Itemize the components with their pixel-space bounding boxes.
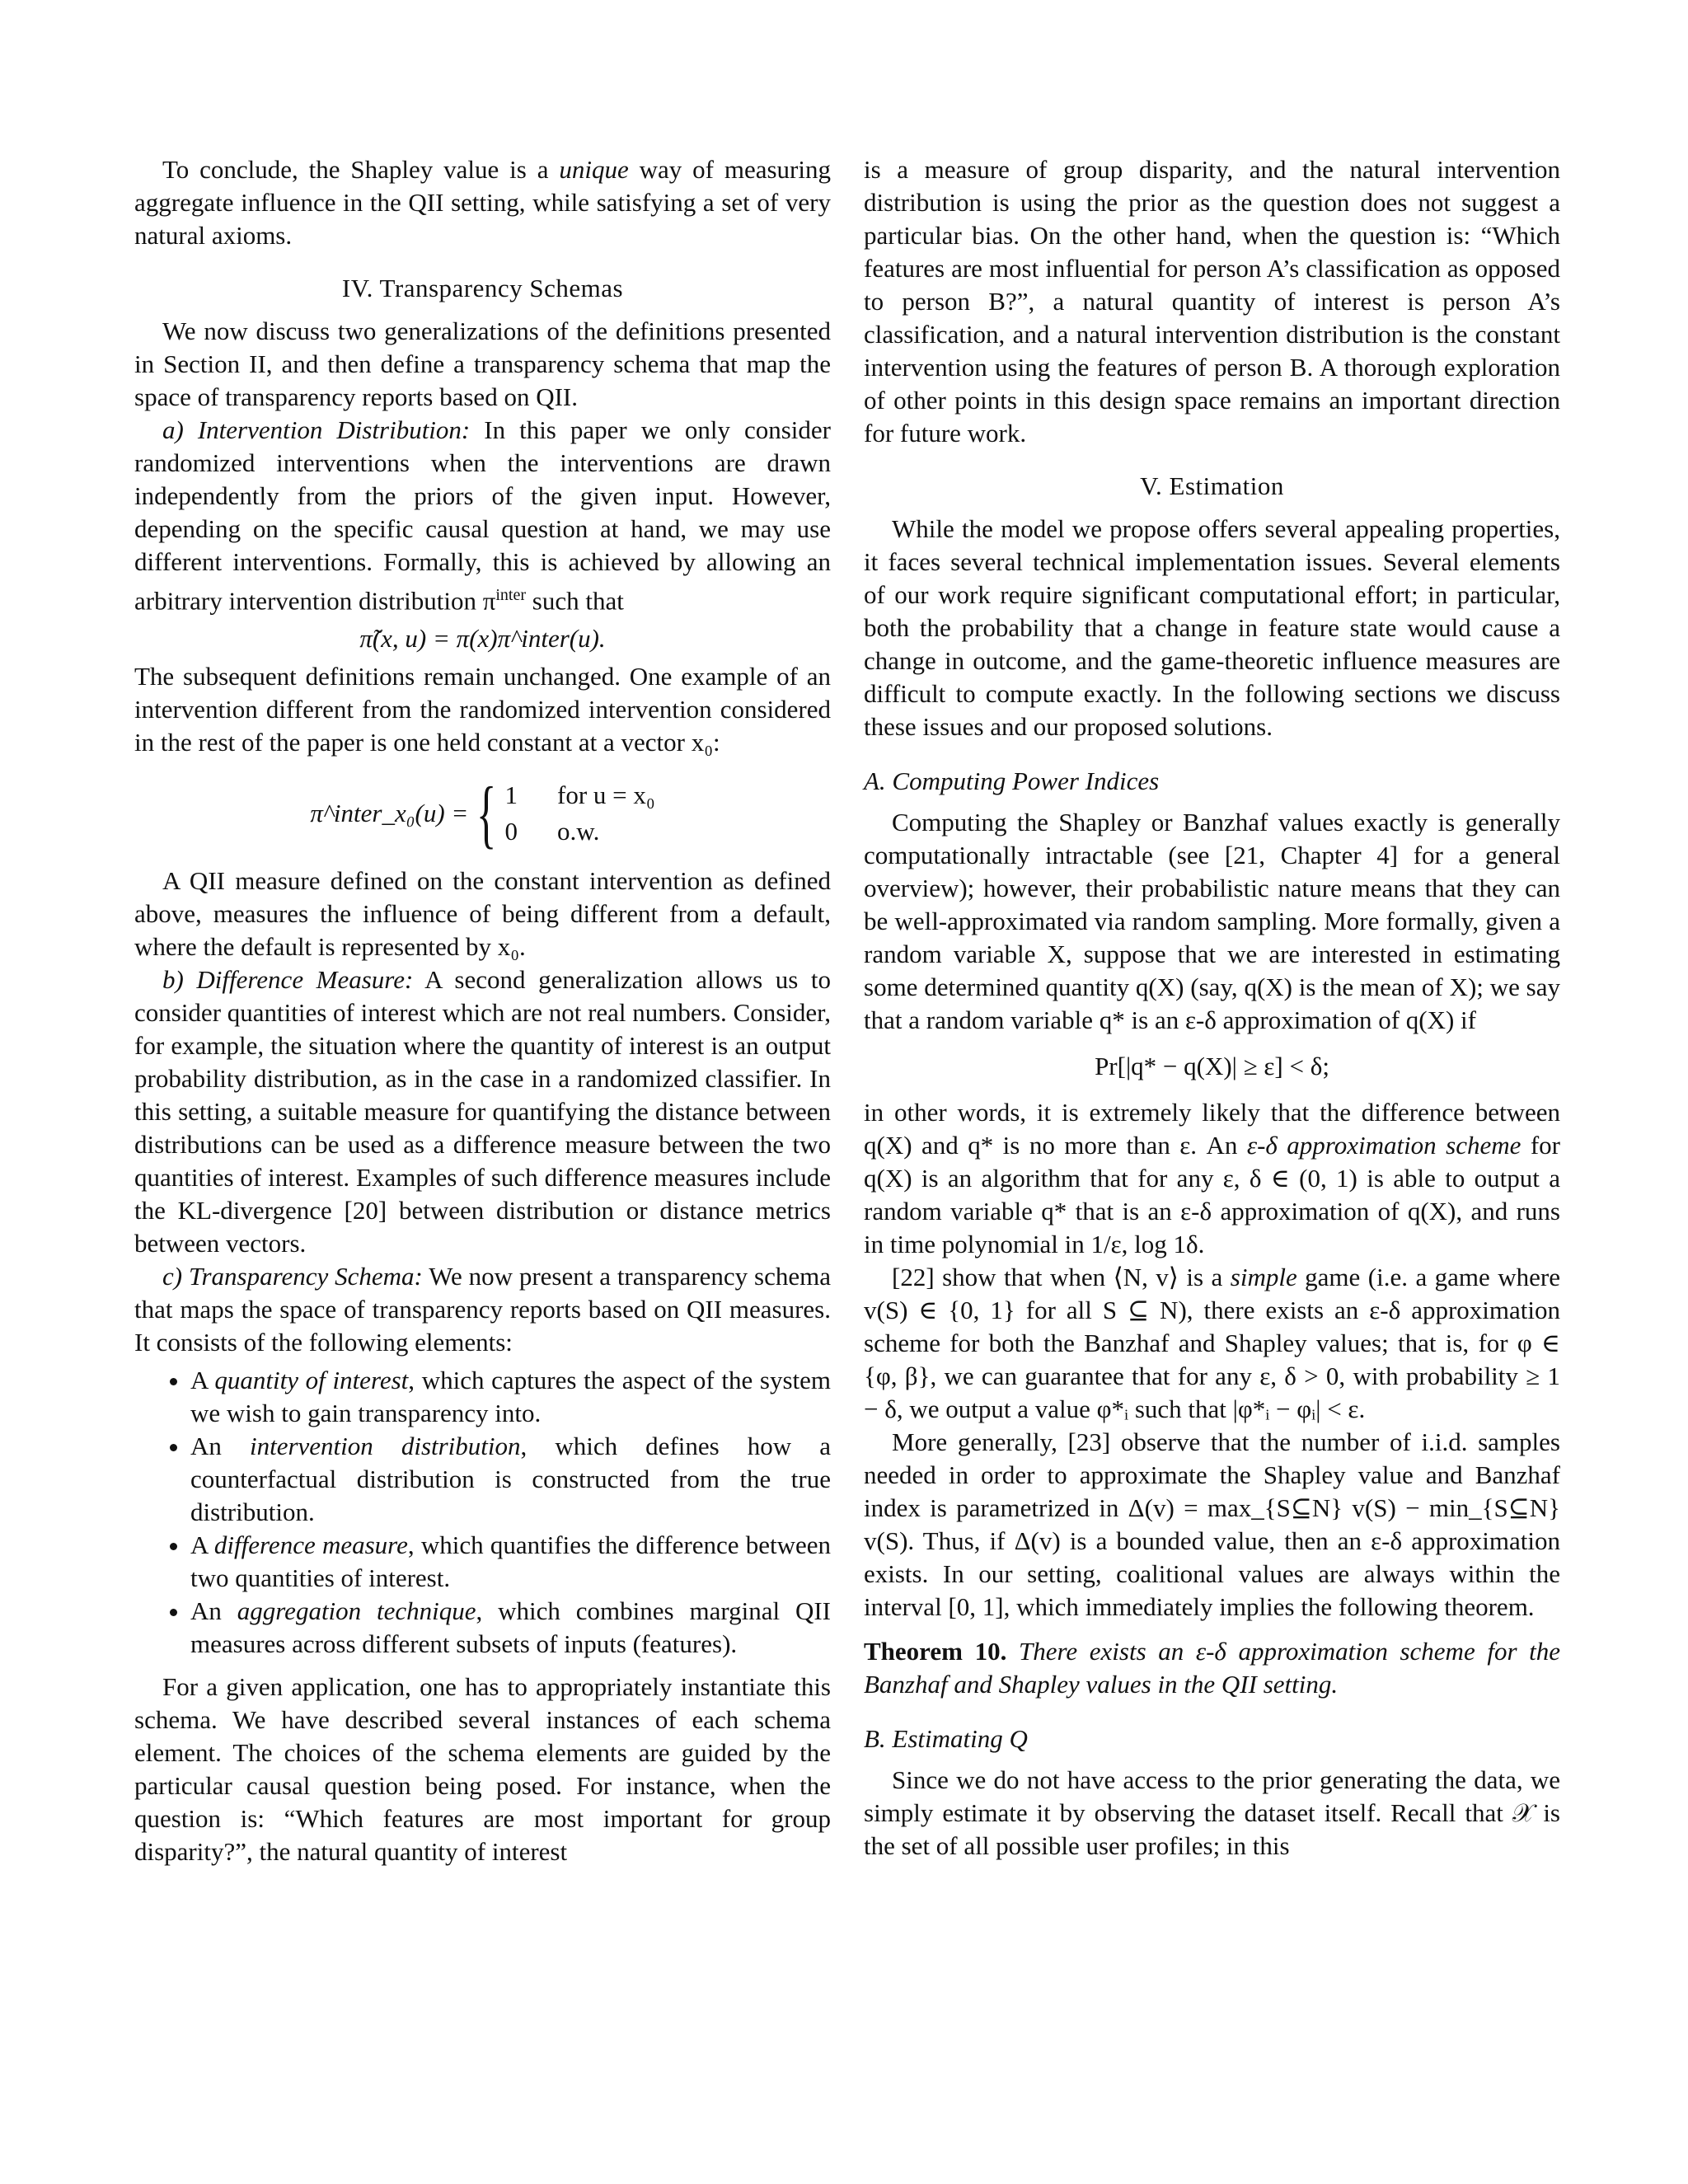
list-item: • A difference measure, which quantifies the difference between two quantities of interest.	[190, 1529, 831, 1595]
subsection-heading-b: B. Estimating Q	[864, 1724, 1028, 1753]
piecewise-lhs: π^inter_x₀(u) =	[310, 799, 469, 828]
paragraph-intro: We now discuss two generalizations of the definitions presented in Section II, and then define a transparency schema that map the space of transparency reports based on QII.	[134, 316, 831, 411]
schema-elements-list	[134, 1364, 831, 1661]
paragraph-for-given-application: For a given application, one has to appropriately instantiate this schema. We have described several instances of each schema element. The choices of the schema elements are guided by the particular causal question being posed. For instance, when the question is: “Which features are most important for group disparity?”, the natural quantity of interest	[134, 1672, 831, 1867]
theorem-10: Theorem 10. There exists an ε-δ approximation scheme for the Banzhaf and Shapley values in the QII setting.	[864, 1637, 1560, 1699]
paragraph-subsequent: The subsequent definitions remain unchanged. One example of an intervention different from the randomized intervention considered in the rest of the paper is one held constant at a vector x₀:	[134, 662, 831, 757]
section-heading-iv: IV. Transparency Schemas	[341, 274, 624, 302]
piecewise-cases	[505, 777, 655, 850]
paragraph-intervention-distribution: a) Intervention Distribution: In this paper we only consider randomized interventions when the interventions are drawn independently from the priors of the given input. However, depending on the specific causal question at hand, we may use different interventions. Formally, this is achieved by allowing an arbitrary intervention distribution $\pi^{inter}$ such that	[134, 415, 832, 616]
paragraph-ref-22: [22] show that when ⟨N, v⟩ is a simple game (i.e. a game where v(S) ∈ {0, 1} for all S ⊆ N), there exists an ε-δ approximation scheme for both the Banzhaf and Shapley values; that is, for φ ∈ {φ, β}, we can guarantee that for any ε, δ > 0, with probability ≥ 1 − δ, we output a value φ*ᵢ such that |φ*ᵢ − φᵢ| < ε.	[864, 1263, 1560, 1423]
paragraph-more-generally: More generally, [23] observe that the number of i.i.d. samples needed in order to approximate the Shapley value and Banzhaf index is parametrized in Δ(v) = max_{S⊆N} v(S) − min_{S⊆N} v(S). Thus, if Δ(v) is a bounded value, then an ε-δ approximation exists. In our setting, coalitional values are always within the interval [0, 1], which immediately implies the following theorem.	[864, 1427, 1560, 1621]
right-column	[864, 153, 1560, 1863]
paragraph-qii-measure: A QII measure defined on the constant intervention as defined above, measures the influence of being different from a default, where the default is represented by x₀.	[134, 866, 831, 962]
list-item: • An aggregation technique, which combines marginal QII measures across different subsets of inputs (features).	[190, 1595, 831, 1661]
paragraph-in-other-words: in other words, it is extremely likely that the difference between q(X) and q* is no more than ε. An ε-δ approximation scheme for q(X) is an algorithm that for any ε, δ ∈ (0, 1) is able to output a random variable q* that is an ε-δ approximation of q(X), and runs in time polynomial in 1/ε, log 1δ.	[864, 1098, 1561, 1258]
equation-intervention: π̃(x, u) = π(x)π^inter(u).	[359, 624, 606, 654]
list-item: • An intervention distribution, which defines how a counterfactual distribution is constructed from the true distribution.	[190, 1430, 831, 1529]
left-column	[134, 153, 831, 1868]
subsection-heading-a: A. Computing Power Indices	[864, 766, 1160, 795]
section-heading-v: V. Estimation	[1140, 471, 1284, 500]
brace-symbol: {	[476, 771, 497, 856]
paragraph-while-model: While the model we propose offers several appealing properties, it faces several technical implementation issues. Several elements of our work require significant computational effort; in particular, both the probability that a change in feature state would cause a change in outcome, and the game-theoretic influence measures are difficult to compute exactly. In the following sections we discuss these issues and our proposed solutions.	[864, 514, 1560, 741]
paragraph-conclude: To conclude, the Shapley value is a unique way of measuring aggregate influence in the QII setting, while satisfying a set of very natural axioms.	[134, 155, 831, 250]
paragraph-computing: Computing the Shapley or Banzhaf values exactly is generally computationally intractable (see [21, Chapter 4] for a general overview); however, their probabilistic nature means that they can be well-approximated via random sampling. More formally, given a random variable X, suppose that we are interested in estimating some determined quantity q(X) (say, q(X) is the mean of X); we say that a random variable q* is an ε-δ approximation of q(X) if	[864, 808, 1560, 1034]
equation-piecewise	[134, 771, 831, 856]
paragraph-transparency-schema: c) Transparency Schema: We now present a transparency schema that maps the space of transparency reports based on QII measures. It consists of the following elements:	[134, 1262, 831, 1357]
paragraph-difference-measure: b) Difference Measure: A second generalization allows us to consider quantities of interest which are not real numbers. Consider, for example, the situation where the quantity of interest is an output probability distribution, as in the case in a randomized classifier. In this setting, a suitable measure for quantifying the distance between distributions can be used as a difference measure between the two quantities of interest. Examples of such difference measures include the KL-divergence [20] between distribution or distance metrics between vectors.	[134, 965, 831, 1258]
piecewise-case-1: 1 for u = x₀	[504, 780, 655, 810]
paragraph-continued: is a measure of group disparity, and the natural intervention distribution is using the prior as the question does not suggest a particular bias. On the other hand, when the question is: “Which features are most influential for person A’s classification as opposed to person B?”, a natural quantity of interest is person A’s classification, and a natural intervention distribution is the constant intervention using the features of person B. A thorough exploration of other points in this design space remains an important direction for future work.	[864, 155, 1560, 448]
piecewise-case-2: 0 o.w.	[504, 817, 600, 846]
list-item: • A quantity of interest, which captures the aspect of the system we wish to gain transparency into.	[190, 1364, 831, 1430]
equation-approximation: Pr[|q* − q(X)| ≥ ε] < δ;	[1095, 1052, 1329, 1080]
paragraph-since: Since we do not have access to the prior generating the data, we simply estimate it by observing the dataset itself. Recall that 𝒳 is the set of all possible user profiles; in this	[864, 1765, 1560, 1860]
